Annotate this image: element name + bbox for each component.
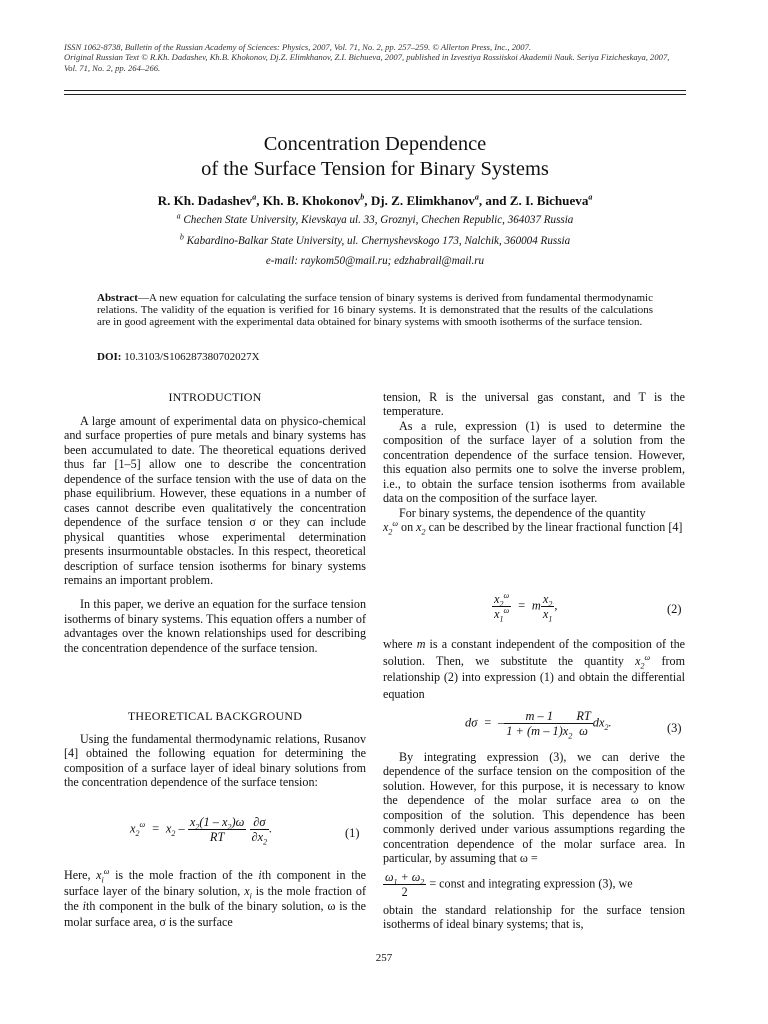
equation-3-number: (3)	[667, 721, 682, 735]
header-line-2: Original Russian Text © R.Kh. Dadashev, Kh.B. Khokonov, Dj.Z. Elimkhanov, Z.I. Bichueva, 2007, published in Izvestiya Rossiiskoi Akademii Nauk. Seriya Fizicheskaya, 2007,	[64, 52, 670, 63]
affiliation-a: $^a$ Chechen State University, Kievskaya ul. 33, Groznyi, Chechen Republic, 364037 Russia	[176, 211, 574, 226]
author-3: Dj. Z. Elimkhanov	[370, 193, 475, 208]
header-line-1: ISSN 1062-8738, Bulletin of the Russian Academy of Sciences: Physics, 2007, Vol. 71, No. 2, pp. 257–259. © Allerton Press, Inc., 2007.	[64, 42, 532, 52]
equation-1-number: (1)	[345, 826, 360, 840]
intro-body	[64, 414, 366, 655]
author-4: Z. I. Bichueva	[509, 193, 589, 208]
abstract-label: Abstract	[97, 292, 138, 304]
header-rule-bottom	[64, 94, 686, 95]
abstract-text: —A new equation for calculating the surface tension of binary systems is derived from fundamental thermodynamic relations. The validity of the equation is verified for 16 binary systems. It is demonstrated that the results of the calculations are in good agreement with the experimental data obtained for binary systems with smooth isotherms of the surface tension.	[97, 292, 653, 329]
theory-paragraph-1: Using the fundamental thermodynamic relations, Rusanov [4] obtained the following equation for determining the composition of a surface layer of ideal binary solutions from the concentration dependence of the surface tension:	[64, 732, 366, 790]
right-paragraph-2: As a rule, expression (1) is used to determine the composition of the surface layer of a solution from the concentration dependence of the surface tension. However, this equation also permits one to solve the inverse problem, i.e., to obtain the surface tension isotherms from available data on the composition of the surface layer.	[383, 418, 685, 506]
paper-title	[64, 132, 686, 182]
abstract	[97, 292, 653, 329]
right-paragraph-4: where m is a constant independent of the composition of the solution. Then, we substitute the quantity $x_2^\omega$ from relationship (2) into expression (1) and obtain the differential equation	[383, 637, 685, 701]
author-2: Kh. B. Khokonov	[262, 193, 361, 208]
right-paragraph-3: For binary systems, the dependence of the quantity $x_2^\omega$ on $x_2$ can be described by the linear fractional function [4]	[383, 505, 683, 537]
equation-3: dσ = – $\frac{m - 1}{1 + (m - 1)x_2}$ $\frac{RT}{\omega}$ $dx_2$.	[465, 709, 612, 741]
theory-paragraph-2: Here, $x_i^\omega$ is the mole fraction of the ith component in the surface layer of the binary solution, $x_i$ is the mole fraction of the ith component in the bulk of the binary solution, ω is the molar surface area, σ is the surface	[64, 866, 367, 929]
equation-2-number: (2)	[667, 602, 682, 616]
author-1: R. Kh. Dadashev	[157, 193, 253, 208]
author-list: R. Kh. Dadashev$^a$, Kh. B. Khokonov$^b$, Dj. Z. Elimkhanov$^a$, and Z. I. Bichueva$^a$	[157, 192, 593, 208]
affiliation-b: $^b$ Kabardino-Balkar State University, ul. Chernyshevskogo 173, Nalchik, 360004 Russia	[179, 232, 571, 247]
intro-paragraph-1: A large amount of experimental data on physico-chemical and surface properties of pure metals and binary systems has been accumulated to date. The theoretical equations derived thus far [1–5] allow one to describe the concentration dependence of the surface tension with the use of data on the phase equilibrium. However, these equations in a number of cases cannot describe even qualitatively the concentration dependence of the surface tension σ or they can include physical quantities whose experimental determination presents insurmountable obstacles. In this respect, theoretical description of surface tension isotherms for binary systems remains an important problem.	[64, 414, 366, 587]
section-theoretical-background: THEORETICAL BACKGROUND	[127, 709, 303, 723]
header-rule-top	[64, 90, 686, 91]
title-line-1: Concentration Dependence	[263, 133, 487, 155]
right-paragraph-5: By integrating expression (3), we can derive the dependence of the surface tension on the composition of the solution. However, for this purpose, it is necessary to know the dependence of the molar surface area ω on the composition of the solution. This dependence has been commonly derived under various assumptions regarding the concentration dependence of the molar surface area. In particular, by assuming that ω =	[383, 750, 685, 866]
equation-1: $x_2^\omega = x_2$ – $\frac{x_2(1 - x_2)\omega}{RT}$ $\frac{\partial\sigma}{\partial x_2}$ .	[130, 815, 273, 847]
right-paragraph-5-cont: $\frac{\omega_1 + \omega_2}{2}$ = const and integrating expression (3), we	[385, 870, 633, 899]
header-line-3: Vol. 71, No. 2, pp. 264–266.	[64, 62, 161, 73]
doi-link[interactable]: 10.3103/S106287380702027X	[124, 351, 260, 363]
intro-paragraph-2: In this paper, we derive an equation for the surface tension isotherms of binary systems. This equation offers a number of advantages over the known relationships used for describing the concentration dependence of the surface tension.	[64, 597, 366, 655]
doi-line: DOI: 10.3103/S106287380702027X	[97, 351, 260, 363]
page-number: 257	[375, 952, 393, 964]
section-introduction: INTRODUCTION	[168, 390, 262, 404]
right-column-top	[383, 390, 685, 535]
right-paragraph-1: tension, R is the universal gas constant, and T is the temperature.	[383, 390, 685, 419]
journal-header	[64, 42, 694, 73]
right-paragraph-6: obtain the standard relationship for the surface tension isotherms of ideal binary systems; that is,	[383, 903, 685, 932]
equation-2: $\frac{x_2^\omega}{x_1^\omega}$ = m $\frac{x_2}{x_1}$ ,	[494, 590, 558, 624]
title-line-2: of the Surface Tension for Binary Systems	[201, 158, 549, 180]
email-line: e-mail: raykom50@mail.ru; edzhabrail@mail.ru	[265, 255, 485, 267]
